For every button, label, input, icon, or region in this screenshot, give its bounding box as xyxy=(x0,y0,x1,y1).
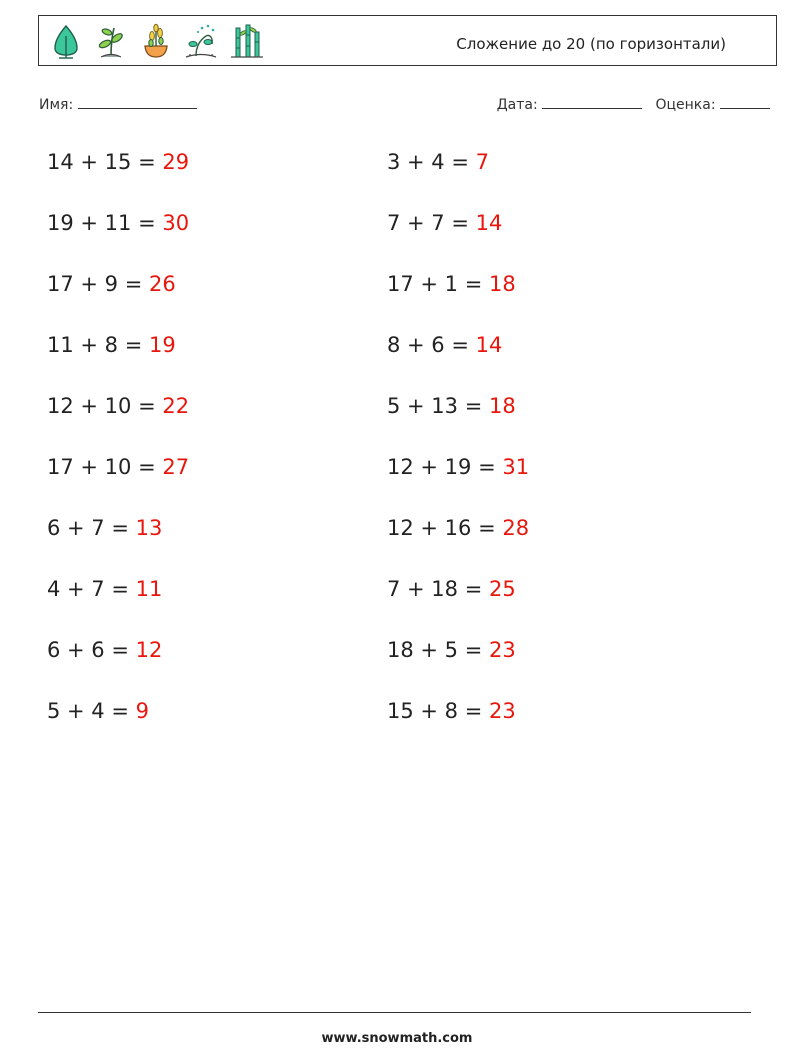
problem-answer: 25 xyxy=(488,577,516,601)
problem-answer: 27 xyxy=(162,455,190,479)
potted-plant-icon xyxy=(137,22,175,60)
header-icons xyxy=(47,22,265,60)
problem-expression: 8 + 6 = xyxy=(387,333,476,357)
problem-expression: 5 + 13 = xyxy=(387,394,489,418)
problem-answer: 9 xyxy=(135,699,149,723)
problem-expression: 7 + 7 = xyxy=(387,211,476,235)
problem-answer: 14 xyxy=(475,211,503,235)
problem-answer: 7 xyxy=(475,150,489,174)
problem-row xyxy=(47,396,189,417)
problem-expression: 18 + 5 = xyxy=(387,638,489,662)
problem-row xyxy=(387,213,502,234)
problem-row xyxy=(387,701,516,722)
name-field xyxy=(39,96,197,113)
problem-row xyxy=(387,274,516,295)
problem-expression: 12 + 10 = xyxy=(47,394,163,418)
problem-answer: 28 xyxy=(502,516,530,540)
problem-answer: 31 xyxy=(502,455,530,479)
footer-divider xyxy=(38,1012,751,1013)
problem-row xyxy=(47,274,176,295)
name-blank[interactable] xyxy=(78,96,197,109)
date-label: Дата: xyxy=(496,97,538,113)
grade-blank[interactable] xyxy=(720,96,770,109)
problem-answer: 26 xyxy=(148,272,176,296)
problem-expression: 19 + 11 = xyxy=(47,211,163,235)
problem-row xyxy=(47,701,149,722)
problem-row xyxy=(47,457,189,478)
problem-answer: 23 xyxy=(488,699,516,723)
problem-expression: 3 + 4 = xyxy=(387,150,476,174)
problem-expression: 11 + 8 = xyxy=(47,333,149,357)
problem-expression: 6 + 7 = xyxy=(47,516,136,540)
name-label: Имя: xyxy=(39,97,74,113)
problem-answer: 13 xyxy=(135,516,163,540)
problem-answer: 12 xyxy=(135,638,163,662)
problem-answer: 29 xyxy=(162,150,190,174)
problem-answer: 11 xyxy=(135,577,163,601)
problem-expression: 14 + 15 = xyxy=(47,150,163,174)
problem-row xyxy=(387,396,516,417)
problem-expression: 7 + 18 = xyxy=(387,577,489,601)
grade-label: Оценка: xyxy=(655,97,716,113)
sprout-icon xyxy=(92,22,130,60)
problem-answer: 14 xyxy=(475,333,503,357)
problem-expression: 12 + 19 = xyxy=(387,455,503,479)
problem-expression: 17 + 10 = xyxy=(47,455,163,479)
problem-row xyxy=(47,152,189,173)
footer-url: www.snowmath.com xyxy=(321,1031,473,1046)
problem-row xyxy=(387,640,516,661)
worksheet-header xyxy=(38,15,777,66)
problem-answer: 30 xyxy=(162,211,190,235)
problem-row xyxy=(47,518,162,539)
problem-row xyxy=(47,640,162,661)
date-grade-fields xyxy=(497,96,770,113)
watering-plant-icon xyxy=(182,22,220,60)
problem-expression: 6 + 6 = xyxy=(47,638,136,662)
problem-answer: 22 xyxy=(162,394,190,418)
problem-row xyxy=(47,335,176,356)
problem-expression: 5 + 4 = xyxy=(47,699,136,723)
problem-answer: 18 xyxy=(488,272,516,296)
problem-expression: 15 + 8 = xyxy=(387,699,489,723)
problem-answer: 23 xyxy=(488,638,516,662)
problem-answer: 18 xyxy=(488,394,516,418)
problem-row xyxy=(47,213,189,234)
problem-expression: 4 + 7 = xyxy=(47,577,136,601)
bamboo-icon xyxy=(227,22,265,60)
date-blank[interactable] xyxy=(542,96,642,109)
problem-expression: 17 + 1 = xyxy=(387,272,489,296)
problem-expression: 17 + 9 = xyxy=(47,272,149,296)
tree-icon xyxy=(47,22,85,60)
problem-answer: 19 xyxy=(148,333,176,357)
problem-row xyxy=(387,335,502,356)
problem-expression: 12 + 16 = xyxy=(387,516,503,540)
worksheet-title: Сложение до 20 (по горизонтали) xyxy=(456,35,726,53)
problem-row xyxy=(387,518,529,539)
problem-row xyxy=(387,152,489,173)
problem-row xyxy=(47,579,162,600)
problem-row xyxy=(387,579,516,600)
problem-row xyxy=(387,457,529,478)
